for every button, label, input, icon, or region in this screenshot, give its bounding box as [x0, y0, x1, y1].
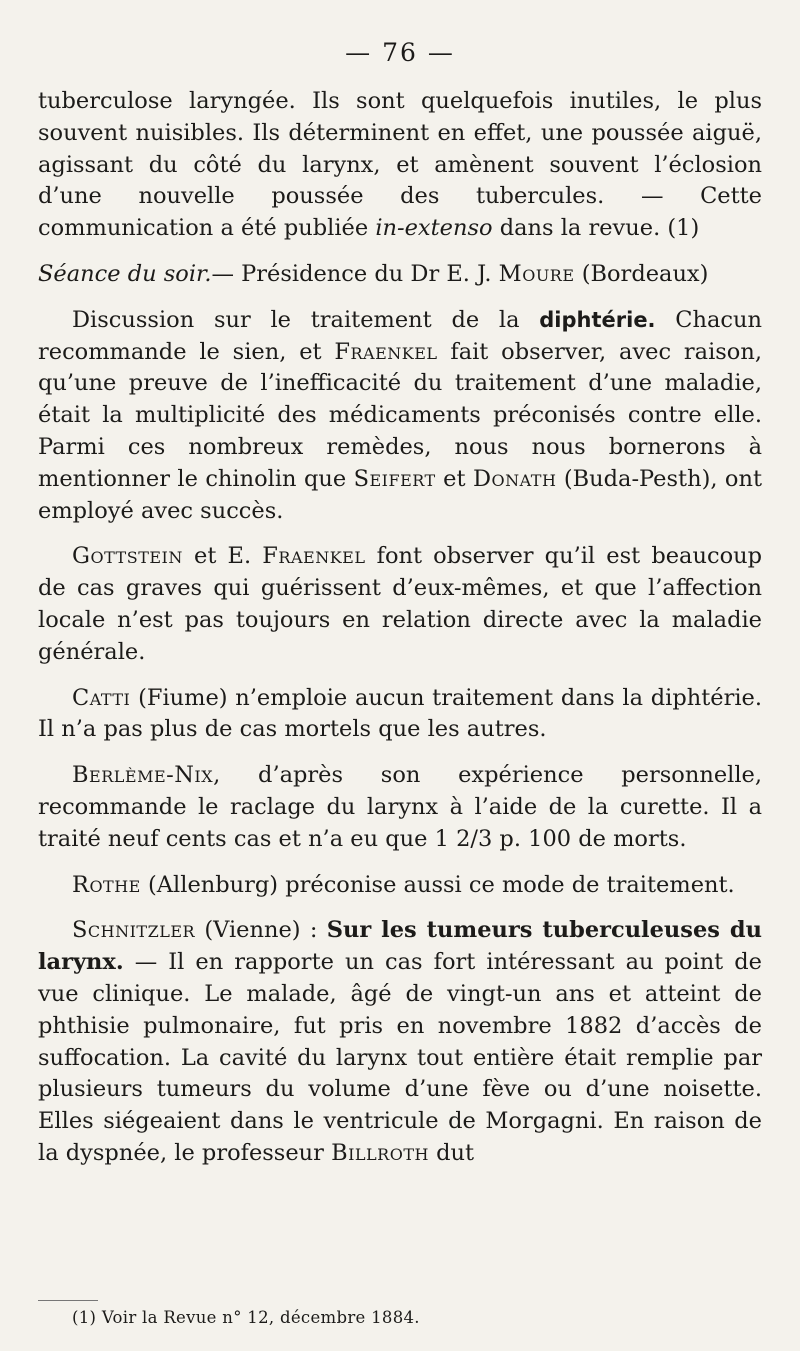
paragraph-berleme-nix: Berlème-Nix, d’après son expérience personnelle, recommande le raclage du larynx à l’aide de la curette. Il a traité neuf cents cas et n’a eu que 1 2/3 p. 100 de morts.: [38, 762, 762, 852]
paragraph-rothe: Rothe (Allenburg) préconise aussi ce mode de traitement.: [72, 871, 735, 898]
paragraph-catti: Catti (Fiume) n’emploie aucun traitement dans la diphtérie. Il n’a pas plus de cas mortels que les autres.: [38, 684, 762, 743]
paragraph-schnitzler: Schnitzler (Vienne) : Sur les tumeurs tuberculeuses du larynx. — Il en rapporte un cas fort intéressant au point de vue clinique. Le malade, âgé de vingt-un ans et atteint de phthisie pulmonaire, fut pris en novembre 1882 d’accès de suffocation. La cavité du larynx tout entière était remplie par plusieurs tumeurs du volume d’une fève ou d’une noisette. Elles siégeaient dans le ventricule de Morgagni. En raison de la dyspnée, le professeur Billroth dut: [38, 917, 762, 1166]
paragraph-gottstein: Gottstein et E. Fraenkel font observer qu’il est beaucoup de cas graves qui guérissent d’eux-mêmes, et que l’affection locale n’est pas toujours en relation directe avec la maladie générale.: [38, 543, 763, 665]
footnote-divider: [38, 1300, 98, 1301]
paragraph-tuberculose: tuberculose laryngée. Ils sont quelquefois inutiles, le plus souvent nuisibles. Ils déterminent en effet, une poussée aiguë, agissant du côté du larynx, et amènent souvent l’éclosion d’une nouvelle poussée des tubercules. — Cette communication a été publiée in-extenso dans la revue. (1): [38, 88, 762, 242]
footnote: (1) Voir la Revue n° 12, décembre 1884.: [72, 1308, 420, 1327]
paragraph-seance-du-soir: Séance du soir.— Présidence du Dr E. J. Moure (Bordeaux): [38, 260, 709, 287]
paragraph-diphterie: Discussion sur le traitement de la diphtérie. Chacun recommande le sien, et Fraenkel fait observer, avec raison, qu’une preuve de l’inefficacité du traitement d’une maladie, était la multiplicité des médicaments préconisés contre elle. Parmi ces nombreux remèdes, nous nous bornerons à mentionner le chinolin que Seifert et Donath (Buda-Pesth), ont employé avec succès.: [38, 306, 762, 524]
page-number: — 76 —: [345, 38, 455, 67]
